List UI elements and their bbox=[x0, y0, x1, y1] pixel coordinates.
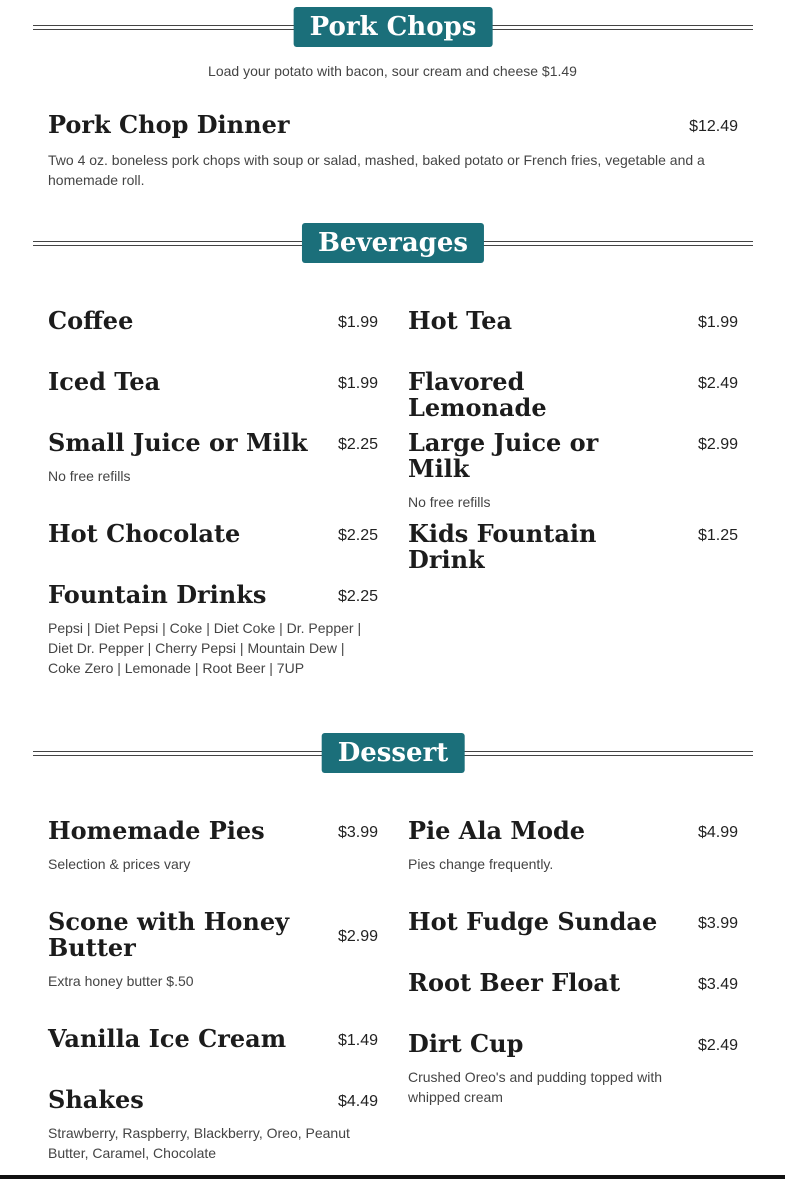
item-description: No free refills bbox=[48, 468, 131, 484]
item-price: $4.99 bbox=[697, 824, 738, 841]
item-description: Extra honey butter $.50 bbox=[48, 973, 194, 989]
item-price: $2.99 bbox=[337, 928, 378, 945]
item-price: $1.99 bbox=[337, 375, 378, 392]
menu-item bbox=[48, 521, 378, 547]
menu-item bbox=[48, 308, 378, 334]
menu-item bbox=[48, 818, 378, 874]
section-header-pork-chops bbox=[33, 7, 753, 47]
item-description: Strawberry, Raspberry, Blackberry, Oreo, Peanut Butter, Caramel, Chocolate bbox=[48, 1125, 350, 1161]
item-name: Flavored Lemonade bbox=[408, 367, 547, 422]
section-header-dessert bbox=[33, 733, 753, 773]
item-price: $4.49 bbox=[337, 1093, 378, 1110]
item-price: $2.25 bbox=[337, 436, 378, 453]
item-name: Homemade Pies bbox=[48, 816, 265, 845]
item-name: Large Juice or Milk bbox=[408, 428, 599, 483]
item-price: $12.49 bbox=[689, 118, 738, 135]
item-name: Kids Fountain Drink bbox=[408, 519, 597, 574]
item-name: Pork Chop Dinner bbox=[48, 110, 290, 139]
item-name: Scone with Honey Butter bbox=[48, 907, 290, 962]
item-price: $2.49 bbox=[697, 1037, 738, 1054]
menu-item bbox=[48, 582, 378, 678]
item-price: $2.25 bbox=[337, 588, 378, 605]
item-price: $3.49 bbox=[697, 976, 738, 993]
menu-item bbox=[408, 909, 738, 935]
item-name: Fountain Drinks bbox=[48, 580, 267, 609]
item-name: Coffee bbox=[48, 306, 134, 335]
menu-item bbox=[408, 308, 738, 334]
item-price: $1.99 bbox=[337, 314, 378, 331]
item-name: Small Juice or Milk bbox=[48, 428, 308, 457]
menu-item bbox=[48, 430, 378, 486]
item-description: Pepsi | Diet Pepsi | Coke | Diet Coke | Dr. Pepper | Diet Dr. Pepper | Cherry Pepsi | Mountain Dew | Coke Zero | Lemonade | Root Beer | 7UP bbox=[48, 620, 362, 676]
item-name: Hot Chocolate bbox=[48, 519, 241, 548]
item-description: Pies change frequently. bbox=[408, 856, 554, 872]
menu-item bbox=[48, 369, 378, 395]
menu-item bbox=[408, 1031, 738, 1107]
item-name: Shakes bbox=[48, 1085, 144, 1114]
menu-item bbox=[48, 1087, 378, 1163]
item-name: Pie Ala Mode bbox=[408, 816, 586, 845]
item-description: Selection & prices vary bbox=[48, 856, 191, 872]
menu-item bbox=[408, 430, 738, 512]
menu-item bbox=[48, 112, 738, 190]
item-description: Crushed Oreo's and pudding topped with whipped cream bbox=[408, 1069, 663, 1105]
bottom-border bbox=[0, 1175, 785, 1179]
item-price: $1.25 bbox=[697, 527, 738, 544]
section-title: Pork Chops bbox=[294, 7, 493, 47]
menu-item bbox=[408, 369, 738, 421]
menu-item bbox=[408, 818, 738, 874]
item-name: Root Beer Float bbox=[408, 968, 621, 997]
item-name: Vanilla Ice Cream bbox=[48, 1024, 287, 1053]
item-price: $2.25 bbox=[337, 527, 378, 544]
item-name: Dirt Cup bbox=[408, 1029, 524, 1058]
item-price: $3.99 bbox=[697, 915, 738, 932]
item-price: $2.49 bbox=[697, 375, 738, 392]
section-title: Dessert bbox=[322, 733, 465, 773]
item-description: Two 4 oz. boneless pork chops with soup or salad, mashed, baked potato or French fries, vegetable and a homemade roll. bbox=[48, 152, 705, 188]
section-header-beverages bbox=[33, 223, 753, 263]
menu-item bbox=[408, 521, 738, 573]
section-note: Load your potato with bacon, sour cream and cheese $1.49 bbox=[208, 63, 577, 79]
item-name: Hot Fudge Sundae bbox=[408, 907, 658, 936]
item-description: No free refills bbox=[408, 494, 491, 510]
menu-item bbox=[408, 970, 738, 996]
item-price: $1.49 bbox=[337, 1032, 378, 1049]
section-title: Beverages bbox=[302, 223, 484, 263]
item-price: $3.99 bbox=[337, 824, 378, 841]
item-price: $2.99 bbox=[697, 436, 738, 453]
menu-item bbox=[48, 909, 378, 991]
item-name: Hot Tea bbox=[408, 306, 513, 335]
item-price: $1.99 bbox=[697, 314, 738, 331]
menu-item bbox=[48, 1026, 378, 1052]
item-name: Iced Tea bbox=[48, 367, 161, 396]
